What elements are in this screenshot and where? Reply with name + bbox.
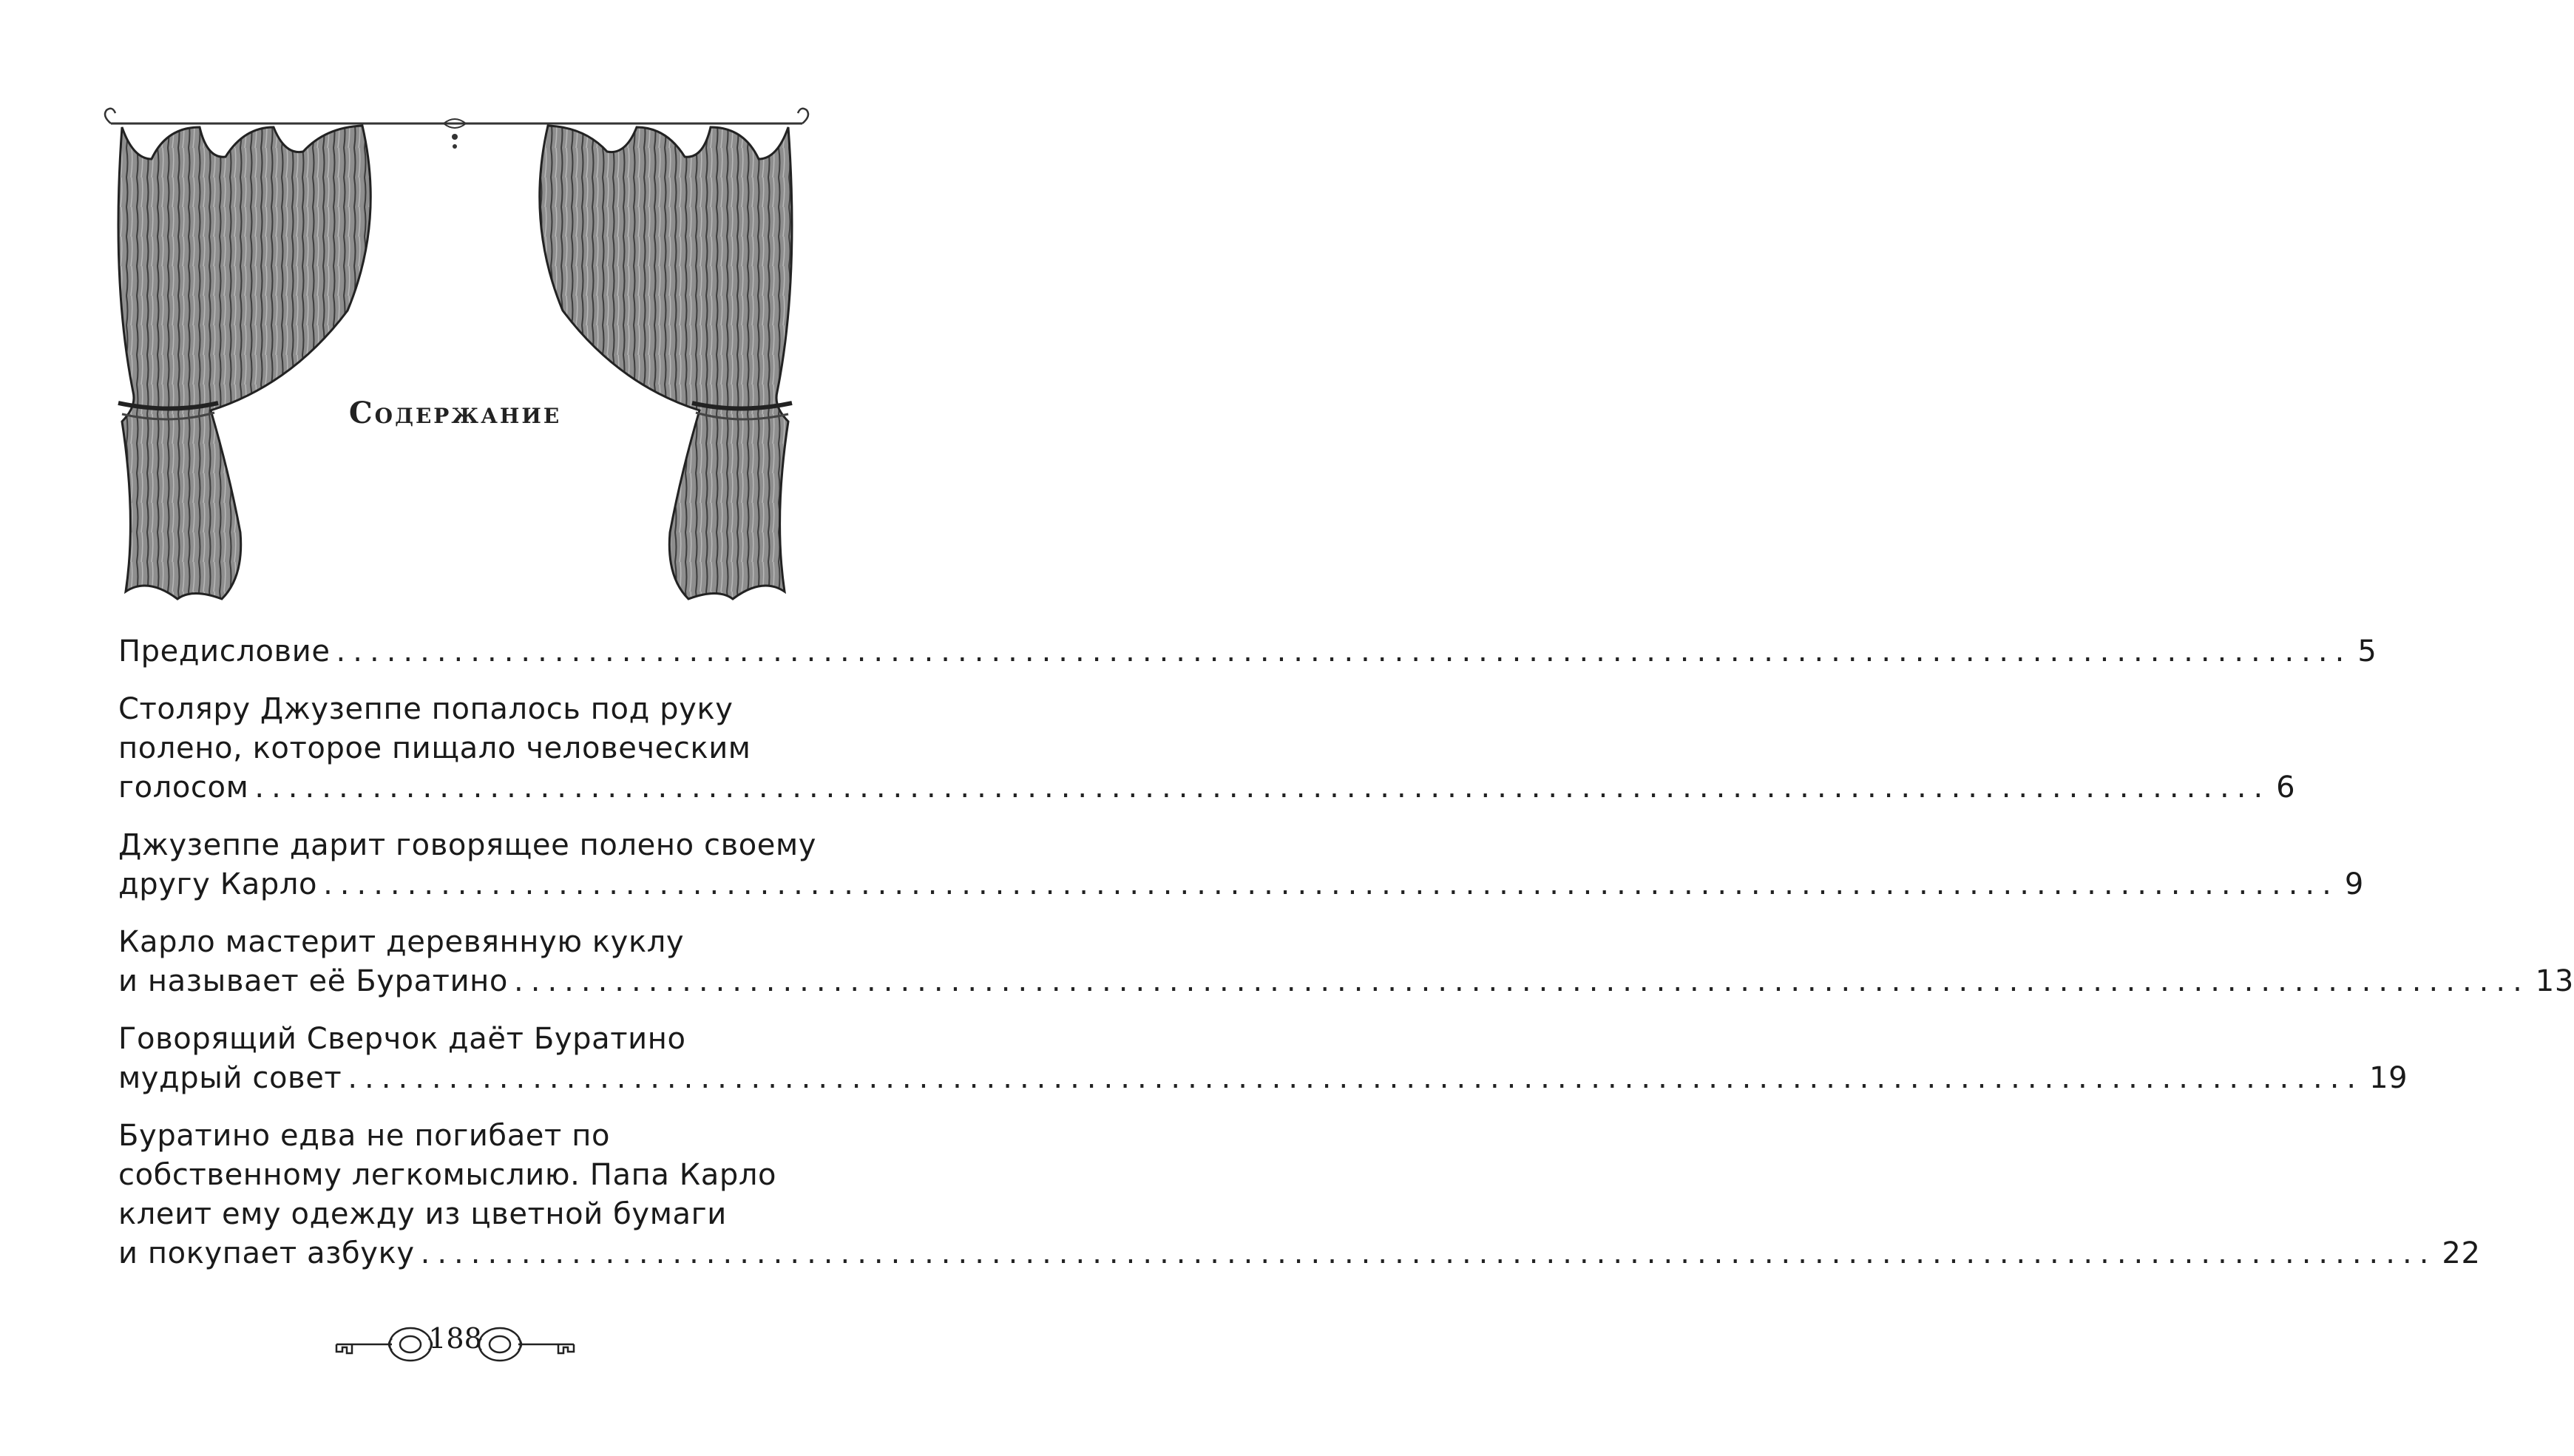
- toc-entry-last-line: [118, 865, 2364, 904]
- curtain-rod: [105, 109, 808, 149]
- dot-leader: ........................................................................................................................: [420, 1236, 2436, 1270]
- toc-entry-last-line: [118, 1234, 2481, 1273]
- toc-entry-line: полено, которое пищало человеческим: [118, 731, 751, 765]
- toc-entry-line: Джузеппе дарит говорящее полено своему: [118, 828, 817, 862]
- page-title: Содержание: [348, 396, 562, 430]
- toc-entry-line: собственному легкомыслию. Папа Карло: [118, 1158, 777, 1192]
- toc-entry-line: клеит ему одежду из цветной бумаги: [118, 1197, 727, 1231]
- toc-page-number: 5: [2357, 634, 2377, 668]
- toc-entry: [118, 826, 2364, 904]
- curtain-right-icon: [540, 126, 792, 599]
- toc-page-number: 6: [2276, 771, 2296, 805]
- toc-entry-last-line: [118, 962, 2574, 1001]
- page-number: 188: [428, 1322, 482, 1355]
- toc-entry-text: другу Карло: [118, 867, 318, 901]
- toc-entry-line: Буратино едва не погибает по: [118, 1119, 611, 1153]
- toc-entry: [118, 923, 2574, 1001]
- toc-page-number: 19: [2369, 1061, 2408, 1095]
- toc-page-number: 13: [2535, 964, 2574, 998]
- curtain-left-icon: [118, 126, 370, 599]
- toc-entry-line: Карло мастерит деревянную куклу: [118, 925, 685, 959]
- dot-leader: ........................................................................................................................: [348, 1061, 2364, 1095]
- toc-page-number: 22: [2442, 1236, 2481, 1270]
- toc-entry-last-line: [118, 632, 2377, 671]
- toc-entry: [118, 690, 2296, 807]
- toc-entry-last-line: [118, 768, 2296, 807]
- toc-entry-text: и покупает азбуку: [118, 1236, 415, 1270]
- toc-entry-line: Столяру Джузеппе попалось под руку: [118, 692, 734, 726]
- toc-entry: [118, 632, 2377, 671]
- toc-entry-last-line: [118, 1059, 2408, 1098]
- toc-page-number: 9: [2344, 867, 2364, 901]
- toc-entry: [118, 1117, 2481, 1273]
- toc-entry-line: Говорящий Сверчок даёт Буратино: [118, 1022, 686, 1056]
- toc-entry-text: мудрый совет: [118, 1061, 342, 1095]
- dot-leader: ........................................................................................................................: [336, 634, 2352, 668]
- toc-entry-text: и называет её Буратино: [118, 964, 509, 998]
- toc-entry-text: Предисловие: [118, 634, 331, 668]
- table-of-contents: [118, 632, 2574, 1292]
- toc-entry-text: голосом: [118, 771, 249, 805]
- dot-leader: ........................................................................................................................: [254, 771, 2271, 805]
- toc-entry: [118, 1020, 2408, 1098]
- curtain-illustration: [0, 0, 910, 621]
- dot-leader: ........................................................................................................................: [323, 867, 2339, 901]
- dot-leader: ........................................................................................................................: [514, 964, 2530, 998]
